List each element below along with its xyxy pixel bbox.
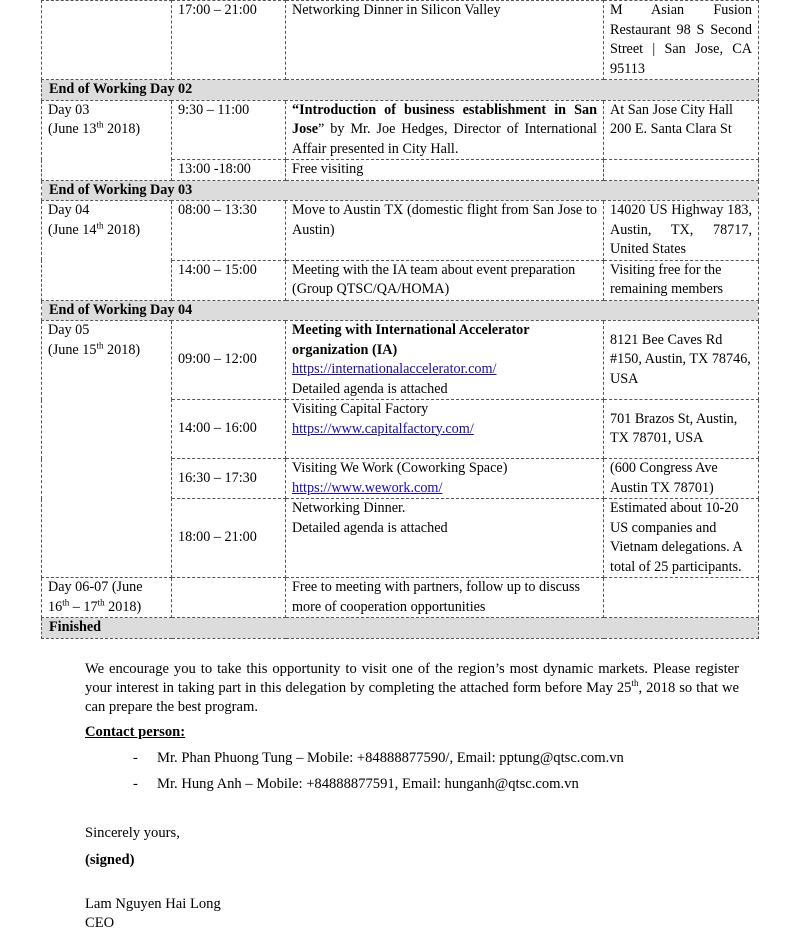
invitation-paragraph: We encourage you to take this opportunity to visit one of the region’s most dynamic markets. Please register your interest in taking part in this delegation by completing the attached form before May 25th, 2018 so that we can prepare the best program. [85,661,740,715]
activity-cell: Networking Dinner. Detailed agenda is attached [286,499,604,578]
signer-title: CEO [85,915,115,931]
day-label: Day 04 [48,202,90,218]
table-row [42,201,759,261]
day-end-row [42,300,759,321]
venue-cell: 14020 US Highway 183, Austin, TX, 78717, United States [604,201,759,261]
table-row [42,578,759,618]
schedule-table [41,0,759,639]
signed-note: (signed) [85,852,135,868]
day-date: (June 15th 2018) [48,339,141,358]
bullet-dash: - [133,776,138,792]
activity-cell: Visiting Capital Factory https://www.capitalfactory.com/ [286,400,604,459]
venue-cell: At San Jose City Hall 200 E. Santa Clara St [604,100,759,160]
signer-name: Lam Nguyen Hai Long [85,896,221,912]
activity-cell: Free visiting [286,160,604,181]
day-label: Day 05 [48,322,90,338]
time-cell: 13:00 -18:00 [172,160,286,181]
day-cell [42,321,172,578]
table-row [42,100,759,160]
activity-cell: Meeting with International Accelerator organization (IA) https://internationalaccelerator.com/ Detailed agenda is attached [286,321,604,400]
ia-website-link[interactable]: https://internationalaccelerator.com/ [292,361,497,377]
table-row [42,321,759,400]
day-date: (June 13th 2018) [48,119,141,137]
time-cell: 17:00 – 21:00 [172,1,286,80]
activity-cell: Meeting with the IA team about event preparation (Group QTSC/QA/HOMA) [286,260,604,300]
time-cell: 18:00 – 21:00 [172,499,286,578]
venue-cell: 701 Brazos St, Austin, TX 78701, USA [604,400,759,459]
time-cell: 08:00 – 13:30 [172,201,286,261]
venue-cell: Estimated about 10-20 US companies and Vietnam delegations. A total of 25 participants. [604,499,759,578]
time-cell: 14:00 – 15:00 [172,260,286,300]
end-of-day-label: End of Working Day 03 [42,180,759,201]
contact-detail: – Mobile: +84888877590/, Email: pptung@qtsc.com.vn [292,750,624,766]
capital-factory-link[interactable]: https://www.capitalfactory.com/ [292,420,474,437]
day-label: Day 03 [48,101,90,118]
day-date: (June 14th 2018) [48,219,141,238]
contact-name: Mr. Phan Phuong Tung [157,750,293,766]
venue-cell: M Asian Fusion Restaurant 98 S Second Street | San Jose, CA 95113 [604,1,759,80]
activity-cell: Free to meeting with partners, follow up to discuss more of cooperation opportunities [286,578,604,618]
contact-heading: Contact person: [85,724,186,740]
venue-cell: (600 Congress Ave Austin TX 78701) [604,459,759,499]
wework-link[interactable]: https://www.wework.com/ [292,479,443,496]
day-end-row [42,80,759,101]
finished-label: Finished [42,618,759,639]
table-row [42,1,759,80]
end-of-day-label: End of Working Day 04 [42,300,759,321]
day-cell: Day 06-07 (June 16th – 17th 2018) [42,578,172,618]
activity-cell: Move to Austin TX (domestic flight from San Jose to Austin) [286,201,604,261]
contact-name: Mr. Hung Anh [157,776,242,792]
closing-salutation: Sincerely yours, [85,825,180,841]
bullet-dash: - [133,750,138,766]
time-cell: 14:00 – 16:00 [172,400,286,459]
time-cell: 9:30 – 11:00 [172,100,286,160]
day-end-row [42,180,759,201]
time-cell: 16:30 – 17:30 [172,459,286,499]
activity-cell: Networking Dinner in Silicon Valley [286,1,604,80]
end-of-day-label: End of Working Day 02 [42,80,759,101]
venue-cell: Visiting free for the remaining members [604,260,759,300]
activity-cell: “Introduction of business establishment in San Jose” by Mr. Joe Hedges, Director of International Affair presented in City Hall. [286,100,604,160]
contact-detail: – Mobile: +84888877591, Email: hunganh@qtsc.com.vn [241,776,579,792]
day-cell [42,201,172,301]
day-cell [42,100,172,180]
time-cell: 09:00 – 12:00 [172,321,286,400]
finished-row [42,618,759,639]
venue-cell: 8121 Bee Caves Rd #150, Austin, TX 78746, USA [604,321,759,400]
activity-cell: Visiting We Work (Coworking Space) https://www.wework.com/ [286,459,604,499]
